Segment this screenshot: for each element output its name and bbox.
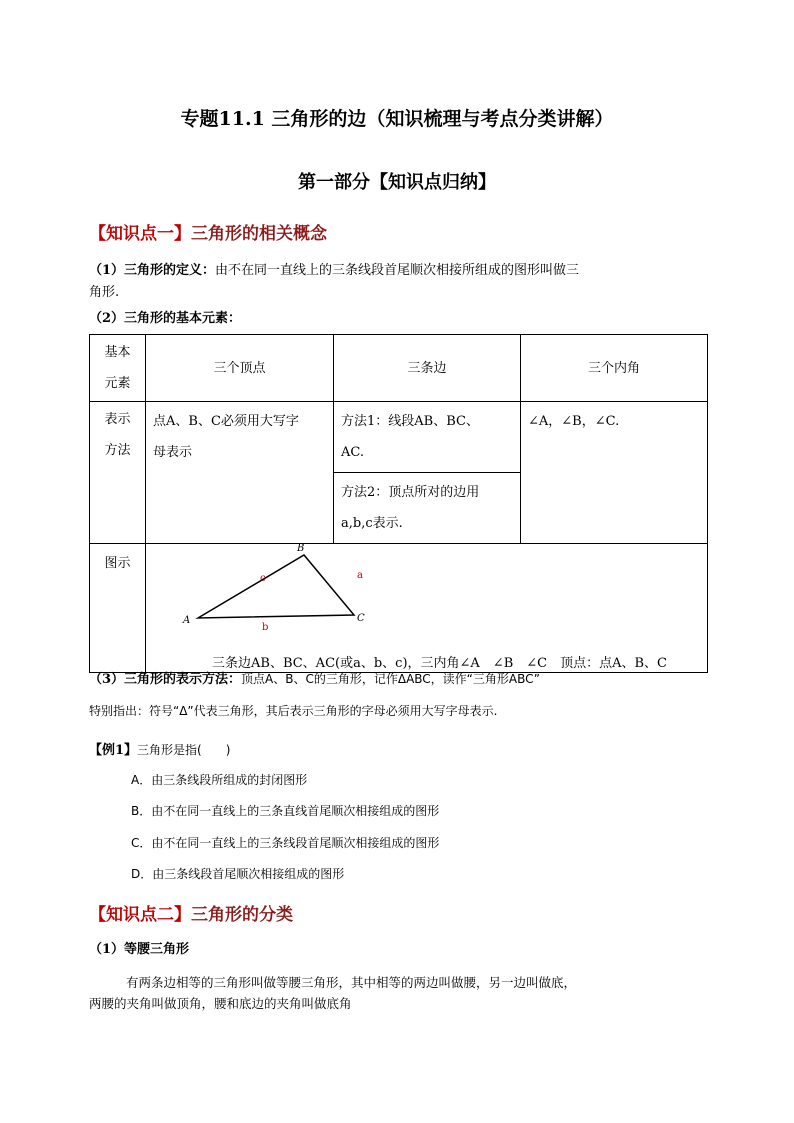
isosceles-text-line1: 有两条边相等的三角形叫做等腰三角形，其中相等的两边叫做腰，另一边叫做底，: [126, 975, 577, 990]
side-label-b: b: [262, 622, 269, 633]
table-cell: ∠A，∠B，∠C.: [521, 402, 708, 544]
vertex-label-c: C: [357, 613, 365, 624]
special-note: 特别指出：符号“Δ”代表三角形，其后表示三角形的字母必须用大写字母表示.: [89, 704, 498, 718]
side-label-a: a: [357, 570, 363, 581]
table-header-cell: 三个内角: [521, 335, 708, 402]
table-header-cell: 三个顶点: [146, 335, 334, 402]
section-bracket-open: 【: [89, 905, 106, 925]
definition-paragraph: [89, 261, 579, 281]
table-cell: 图示: [90, 544, 146, 673]
section-bracket-close: 】: [174, 224, 191, 244]
isosceles-text-line2: 两腰的夹角叫做顶角，腰和底边的夹角叫做底角: [89, 996, 352, 1011]
example-label: 【例1】: [89, 743, 138, 758]
table-header-row: [90, 335, 708, 402]
vertex-label-b: B: [297, 544, 305, 554]
section-label: 知识点一: [106, 224, 174, 244]
table-row: [90, 402, 708, 473]
notation-paragraph: [89, 669, 540, 690]
section-bracket-open: 【: [89, 224, 106, 244]
option-b: B．由不在同一直线上的三条直线首尾顺次相接组成的图形: [131, 804, 440, 818]
elements-table: [89, 334, 708, 673]
option-d: D．由三条线段首尾顺次相接组成的图形: [131, 867, 345, 881]
page-title: 专题11.1 三角形的边（知识梳理与考点分类讲解）: [180, 108, 614, 130]
section-heading-1: [89, 219, 327, 244]
notation-label: （3）三角形的表示方法：: [89, 672, 242, 687]
subsection-heading: （1）等腰三角形: [89, 942, 190, 957]
option-c: C．由不在同一直线上的三条线段首尾顺次相接组成的图形: [131, 836, 440, 850]
table-cell: 点A、B、C必须用大写字 母表示: [146, 402, 334, 544]
diagram-caption: 三条边AB、BC、AC(或a、b、c)，三内角∠A ∠B ∠C 顶点：点A、B、C: [212, 656, 667, 671]
diagram-cell: [146, 544, 708, 673]
part-heading: 第一部分【知识点归纳】: [298, 172, 496, 193]
section-title: 三角形的分类: [191, 905, 293, 925]
example-1: [89, 740, 230, 761]
section-heading-2: [89, 900, 293, 925]
triangle-diagram: [146, 544, 708, 644]
notation-text: 顶点A、B、C的三角形，记作ΔABC，读作“三角形ABC”: [241, 672, 540, 686]
table-header-cell: 三条边: [334, 335, 521, 402]
definition-text-line2: 角形.: [89, 285, 120, 300]
section-bracket-close: 】: [174, 905, 191, 925]
basic-elements-label: （2）三角形的基本元素：: [89, 311, 242, 326]
section-label: 知识点二: [106, 905, 174, 925]
section-title: 三角形的相关概念: [191, 224, 327, 244]
table-cell: 方法2：顶点所对的边用 a,b,c表示.: [334, 473, 521, 544]
definition-label: （1）三角形的定义：: [89, 263, 216, 278]
example-question: 三角形是指( ): [137, 743, 231, 757]
table-header-cell: 基本 元素: [90, 335, 146, 402]
option-a: A．由三条线段所组成的封闭图形: [131, 773, 308, 787]
definition-text-line1: 由不在同一直线上的三条线段首尾顺次相接所组成的图形叫做三: [215, 263, 580, 278]
vertex-label-a: A: [183, 615, 191, 626]
triangle-shape: [198, 555, 354, 618]
table-cell: 方法1：线段AB、BC、 AC.: [334, 402, 521, 473]
table-row: [90, 544, 708, 673]
side-label-c: c: [260, 573, 266, 584]
table-cell: 表示 方法: [90, 402, 146, 544]
